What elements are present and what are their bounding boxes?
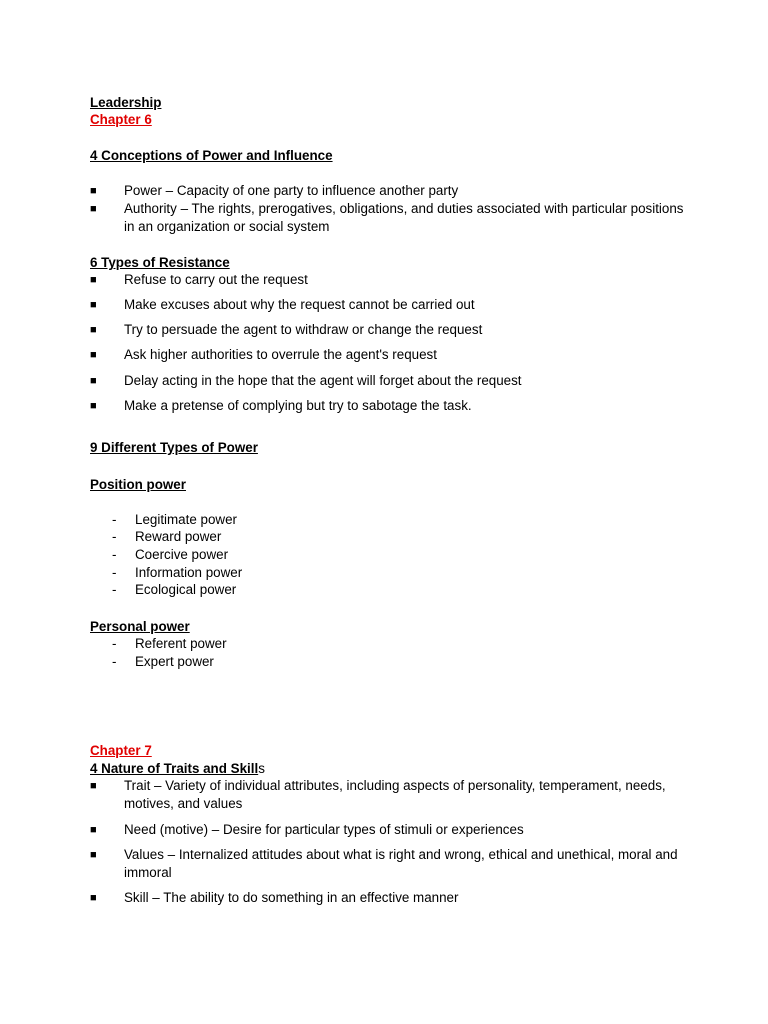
subheading-personal-power: Personal power <box>90 619 190 634</box>
chapter-7-label: Chapter 7 <box>90 743 152 758</box>
bullet-icon: ■ <box>90 824 97 836</box>
bullet-icon: ■ <box>90 185 97 197</box>
list-item-text: Expert power <box>135 654 214 669</box>
bullet-icon: ■ <box>90 780 97 792</box>
list-item-text: Legitimate power <box>135 512 237 527</box>
list-item-text: Referent power <box>135 636 227 651</box>
bullet-icon: ■ <box>90 375 97 387</box>
bullet-icon: ■ <box>90 892 97 904</box>
section-heading-types-of-power: 9 Different Types of Power <box>90 440 258 455</box>
bullet-icon: ■ <box>90 274 97 286</box>
section-heading-traits-skills <box>90 760 265 777</box>
dash-icon: - <box>112 547 117 562</box>
dash-icon: - <box>112 636 117 651</box>
bullet-icon: ■ <box>90 400 97 412</box>
dash-icon: - <box>112 529 117 544</box>
list-item-text: Need (motive) – Desire for particular types of stimuli or experiences <box>124 822 524 837</box>
list-item-text: Delay acting in the hope that the agent will forget about the request <box>124 373 522 388</box>
list-item-text: Reward power <box>135 529 222 544</box>
list-item-text: Refuse to carry out the request <box>124 272 308 287</box>
section-heading-resistance: 6 Types of Resistance <box>90 255 230 270</box>
dash-icon: - <box>112 582 117 597</box>
bullet-icon: ■ <box>90 324 97 336</box>
subheading-position-power: Position power <box>90 477 186 492</box>
section-heading-conceptions: 4 Conceptions of Power and Influence <box>90 148 333 163</box>
list-item-text: Authority – The rights, prerogatives, obligations, and duties associated with particular positions in an organization or social system <box>124 201 684 234</box>
dash-icon: - <box>112 654 117 669</box>
list-item-text: Skill – The ability to do something in an effective manner <box>124 890 459 905</box>
list-item-text: Trait – Variety of individual attributes, including aspects of personality, temperament, needs, motives, and values <box>124 778 666 811</box>
document-title: Leadership <box>90 95 162 110</box>
section-heading-tail: s <box>258 761 265 776</box>
list-item-text: Ecological power <box>135 582 237 597</box>
bullet-icon: ■ <box>90 349 97 361</box>
bullet-icon: ■ <box>90 203 97 215</box>
list-item-text: Coercive power <box>135 547 229 562</box>
chapter-6-label: Chapter 6 <box>90 112 152 127</box>
list-item-text: Make a pretense of complying but try to sabotage the task. <box>124 398 472 413</box>
bullet-icon: ■ <box>90 849 97 861</box>
list-item-text: Information power <box>135 565 243 580</box>
list-item-text: Try to persuade the agent to withdraw or change the request <box>124 322 483 337</box>
list-item-text: Power – Capacity of one party to influence another party <box>124 183 459 198</box>
list-item-text: Ask higher authorities to overrule the agent's request <box>124 347 437 362</box>
list-item-text: Make excuses about why the request cannot be carried out <box>124 297 475 312</box>
list-item-text: Values – Internalized attitudes about what is right and wrong, ethical and unethical, moral and immoral <box>124 847 678 880</box>
dash-icon: - <box>112 565 117 580</box>
dash-icon: - <box>112 512 117 527</box>
bullet-icon: ■ <box>90 299 97 311</box>
section-heading-main: 4 Nature of Traits and Skill <box>90 761 259 776</box>
